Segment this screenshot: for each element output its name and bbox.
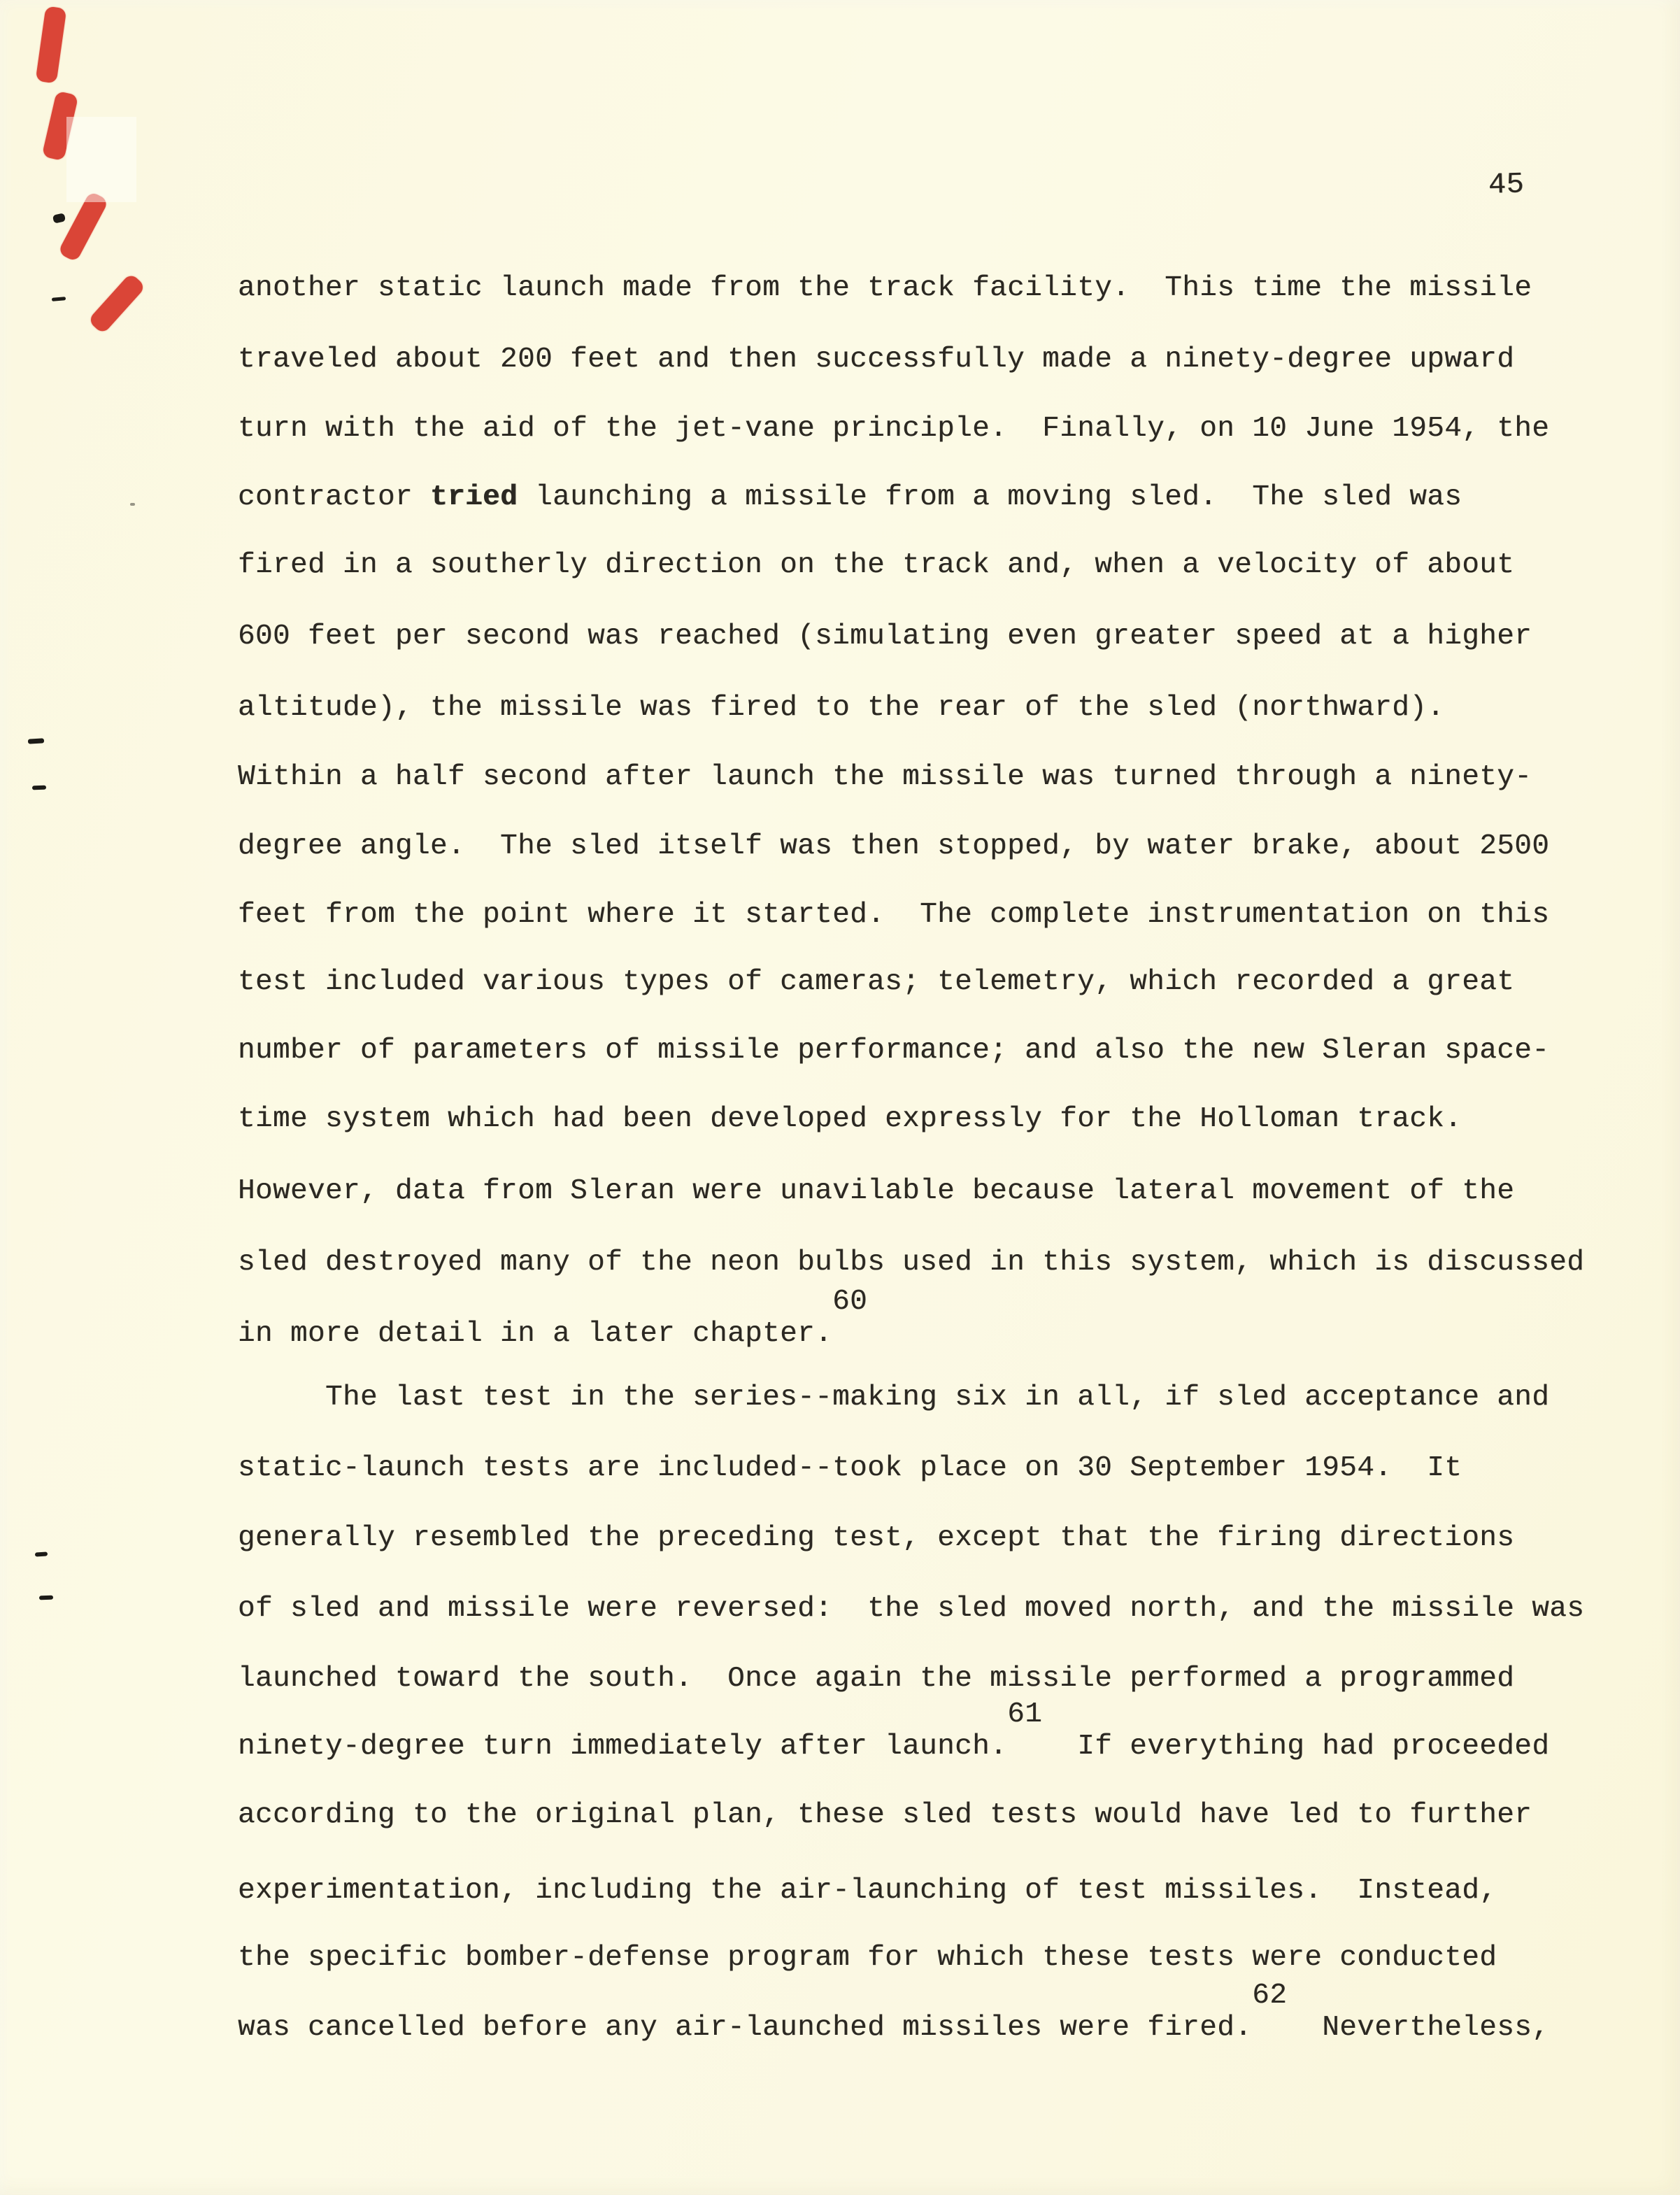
body-line — [238, 1177, 1514, 1206]
ink-speck — [28, 738, 44, 744]
body-line — [238, 620, 1532, 653]
red-marker-stroke — [87, 273, 146, 334]
ink-speck — [52, 213, 66, 223]
ink-speck — [130, 503, 135, 506]
line-text: turn with the aid of the jet-vane principle. Finally, on 10 June 1954, the — [238, 413, 1550, 445]
ink-speck — [52, 297, 66, 301]
body-line — [238, 1877, 1497, 1905]
ink-speck — [39, 1596, 53, 1600]
body-line — [238, 1381, 1550, 1414]
body-line — [238, 274, 1532, 303]
line-text: degree angle. The sled itself was then stopped, by water brake, about 2500 — [238, 830, 1550, 862]
line-text: sled destroyed many of the neon bulbs used in this system, which is discussed — [238, 1246, 1585, 1279]
line-text: ninety-degree turn immediately after launch. — [238, 1731, 1008, 1763]
body-line — [238, 1698, 1550, 1763]
body-line — [238, 1286, 868, 1350]
footnote-reference: 61 — [1007, 1698, 1043, 1731]
line-text: static-launch tests are included--took place on 30 September 1954. It — [238, 1452, 1462, 1484]
page-number: 45 — [1488, 167, 1525, 202]
line-text: Within a half second after launch the missile was turned through a ninety- — [238, 761, 1532, 793]
line-text: of sled and missile were reversed: the sled moved north, and the missile was — [238, 1593, 1585, 1625]
body-line — [238, 1524, 1514, 1553]
body-line — [238, 1037, 1549, 1065]
body-line — [238, 832, 1549, 861]
line-text: 600 feet per second was reached (simulating even greater speed at a higher — [238, 620, 1532, 653]
line-text: The last test in the series--making six in all, if sled acceptance and — [238, 1381, 1550, 1414]
line-text: altitude), the missile was fired to the rear of the sled (northward). — [238, 692, 1445, 724]
body-line — [238, 1105, 1462, 1134]
line-text: test included various types of cameras; telemetry, which recorded a great — [238, 966, 1515, 998]
scan-artifact — [66, 117, 136, 202]
line-text: Nevertheless, — [1287, 2012, 1550, 2044]
line-text: If everything had proceeded — [1042, 1731, 1550, 1763]
line-text: traveled about 200 feet and then successfully made a ninety-degree upward — [238, 343, 1515, 376]
line-text: was cancelled before any air-launched missiles were fired. — [238, 2012, 1253, 2044]
ink-speck — [32, 786, 46, 790]
body-line — [238, 1454, 1462, 1483]
line-text: However, data from Sleran were unavilable because lateral movement of the — [238, 1175, 1515, 1207]
line-text: another static launch made from the track facility. This time the missile — [238, 272, 1532, 304]
body-line — [238, 415, 1549, 443]
body-line — [238, 1944, 1497, 1973]
line-text: launching a missile from a moving sled. The sled was — [518, 481, 1462, 513]
emphasized-word: tried — [430, 481, 518, 513]
body-line — [238, 901, 1549, 930]
body-line — [238, 763, 1532, 792]
line-text: generally resembled the preceding test, except that the firing directions — [238, 1522, 1515, 1554]
line-text: feet from the point where it started. The complete instrumentation on this — [238, 899, 1550, 931]
red-marker-stroke — [36, 6, 67, 83]
line-text: contractor — [238, 481, 431, 513]
line-text: according to the original plan, these sled tests would have led to further — [238, 1799, 1532, 1831]
line-text: experimentation, including the air-launching of test missiles. Instead, — [238, 1875, 1497, 1907]
line-text: time system which had been developed expressly for the Holloman track. — [238, 1103, 1462, 1135]
line-text: number of parameters of missile performance; and also the new Sleran space- — [238, 1035, 1550, 1067]
body-line — [238, 483, 1462, 512]
body-line — [238, 1980, 1550, 2044]
body-line — [238, 694, 1444, 723]
body-line — [238, 1801, 1532, 1830]
body-line — [238, 1595, 1584, 1624]
footnote-reference: 60 — [832, 1286, 868, 1318]
line-text: launched toward the south. Once again the missile performed a programmed — [238, 1663, 1515, 1695]
body-line — [238, 551, 1514, 580]
ink-speck — [35, 1551, 48, 1556]
body-line — [238, 1665, 1514, 1693]
line-text: the specific bomber-defense program for which these tests were conducted — [238, 1942, 1497, 1974]
body-line — [238, 968, 1514, 997]
body-line — [238, 1246, 1585, 1279]
line-text: fired in a southerly direction on the track and, when a velocity of about — [238, 549, 1515, 581]
footnote-reference: 62 — [1252, 1980, 1288, 2012]
line-text: in more detail in a later chapter. — [238, 1318, 833, 1350]
body-line — [238, 343, 1515, 376]
